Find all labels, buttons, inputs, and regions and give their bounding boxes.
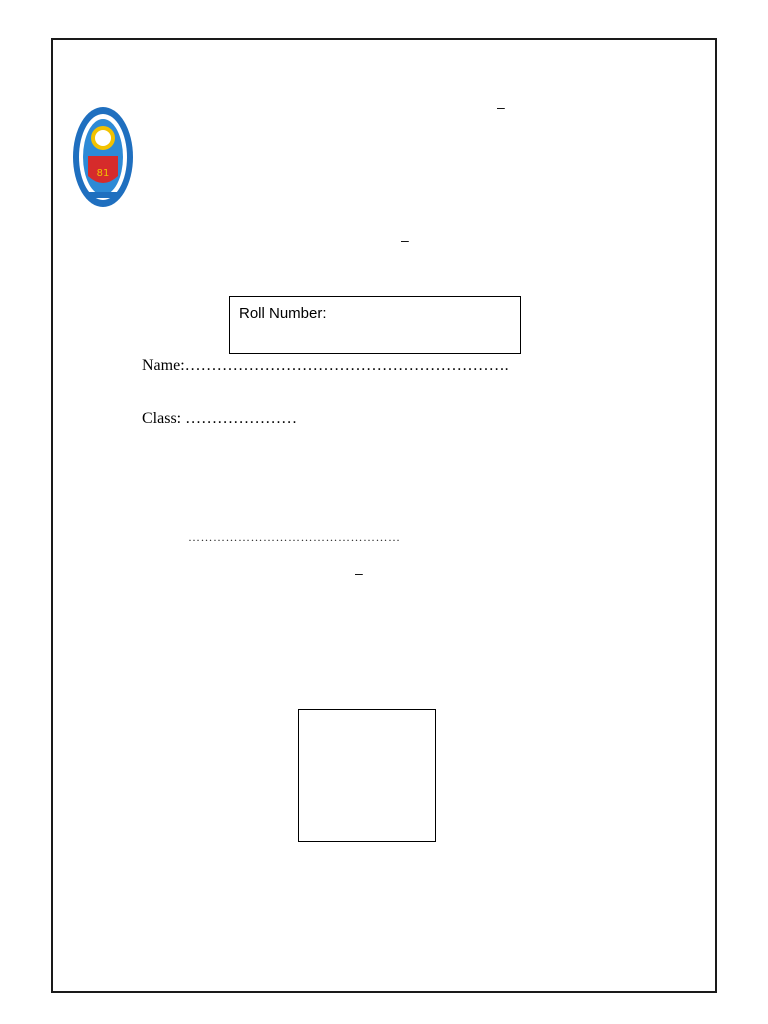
class-field[interactable] [142,410,297,428]
roll-number-label: Roll Number: [239,305,327,322]
class-fill-line: ………………… [185,410,298,427]
photo-box [298,709,436,842]
name-label: Name: [142,357,185,374]
roll-number-box[interactable] [229,296,521,354]
name-fill-line: ……………………………………………………. [184,357,509,374]
svg-text:81: 81 [96,168,110,179]
lower-dash: – [355,565,363,581]
subheader-dash: – [401,232,409,248]
name-field[interactable] [142,357,509,375]
header-dash: – [497,99,505,115]
signature-line: …………………………………………… [188,530,401,544]
page-border [51,38,717,993]
school-logo [66,94,144,220]
class-label: Class: [142,410,182,427]
